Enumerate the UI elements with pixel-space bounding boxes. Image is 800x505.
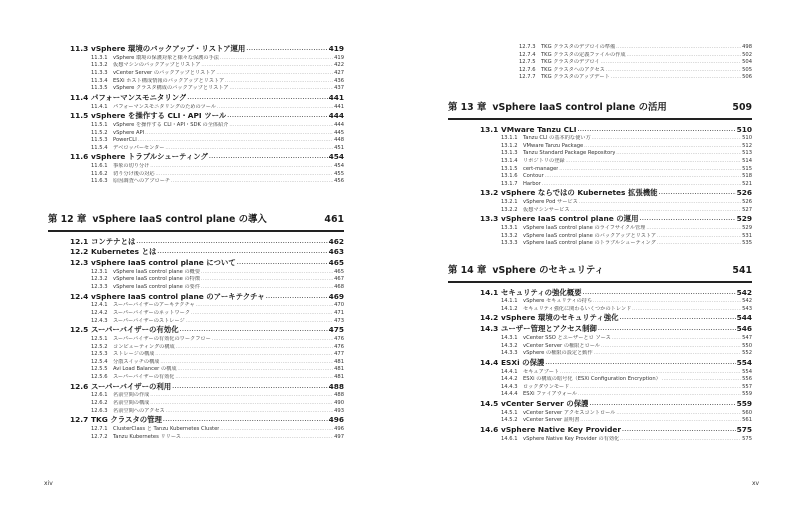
entry-number: 11.5 <box>70 111 89 121</box>
entry-number: 13.3.3 <box>501 240 518 247</box>
entry-title: 事象の切り分け <box>113 163 150 170</box>
chapter-14-entries <box>480 288 752 444</box>
entry-title: PowerCLI <box>113 137 137 144</box>
entry-page: 456 <box>334 178 344 185</box>
entry-number: 12.7.7 <box>519 74 536 81</box>
entry-title: 分散スイッチの構成 <box>113 358 160 365</box>
entry-page: 559 <box>736 399 752 409</box>
entry-number: 12.6.1 <box>91 392 108 399</box>
entry-title: コンピューティングの構成 <box>113 343 175 350</box>
toc-subsection-entry[interactable] <box>70 178 344 186</box>
entry-title: vCenter SSO とユーザーとロ ソース <box>523 335 611 342</box>
entry-title: ストレージの構成 <box>113 351 155 358</box>
entry-title: コンテナとは <box>91 236 136 246</box>
entry-number: 12.5.2 <box>91 343 108 350</box>
entry-number: 11.3.3 <box>91 69 108 76</box>
entry-title: vSphere IaaS control plane のバックアップとリストア <box>523 232 657 239</box>
entry-title: TKG クラスタのデプロイ <box>541 59 600 66</box>
entry-title: vSphere IaaS control plane の運用 <box>501 214 639 224</box>
entry-title: vSphere を操作する CLI・API・SDK の全体紹介 <box>113 121 229 128</box>
chapter-page: 541 <box>732 265 752 276</box>
entry-page: 419 <box>334 54 344 61</box>
entry-page: 527 <box>742 206 752 213</box>
entry-title: vSphere Pod サービス <box>523 199 578 206</box>
entry-page: 477 <box>334 351 344 358</box>
entry-title: セキュリティの強化概要 <box>501 287 582 297</box>
entry-title: TKG クラスタのアップデート <box>541 74 610 81</box>
entry-page: 471 <box>334 310 344 317</box>
entry-number: 13.3.2 <box>501 232 518 239</box>
entry-number: 14.6.1 <box>501 435 518 442</box>
entry-number: 11.5.1 <box>91 121 108 128</box>
entry-page: 496 <box>334 425 344 432</box>
entry-title: スーパーバイザーの有効化 <box>91 325 179 335</box>
entry-page: 542 <box>742 298 752 305</box>
entry-number: 14.4.4 <box>501 391 518 398</box>
entry-title: 名前空間の構成 <box>113 400 150 406</box>
entry-page: 470 <box>334 302 344 309</box>
entry-title: vCenter Server 証明書 <box>523 417 580 424</box>
entry-number: 13.1.2 <box>501 142 518 149</box>
entry-page: 504 <box>742 59 752 66</box>
entry-number: 12.5.3 <box>91 351 108 358</box>
entry-title: 仮想マシンのバックアップとリストア <box>113 62 201 69</box>
entry-page: 560 <box>742 409 752 416</box>
entry-page: 481 <box>334 374 344 381</box>
entry-title: ESXi ホスト構成情報のバックアップとリストア <box>113 77 225 84</box>
entry-title: セキュリティ強化に関わるいくつかのトレンド <box>523 305 632 312</box>
entry-number: 12.7.4 <box>519 51 536 58</box>
entry-page: 512 <box>742 142 752 149</box>
chapter-rule <box>448 281 752 283</box>
entry-title: vSphere 環境のバックアップ・リストア運用 <box>91 44 246 53</box>
entry-page: 575 <box>742 435 752 442</box>
entry-page: 451 <box>334 144 344 151</box>
entry-page: 547 <box>742 335 752 342</box>
entry-title: vSphere IaaS control plane について <box>91 258 236 268</box>
entry-page: 529 <box>736 214 752 224</box>
entry-page: 465 <box>334 268 344 275</box>
entry-title: スーパーバイザーの利用 <box>91 381 172 391</box>
entry-title: Kubernetes とは <box>91 247 157 257</box>
entry-title: パフォーマンスモニタリング <box>91 92 187 102</box>
entry-title: Avi Load Balancer の構成 <box>113 366 177 373</box>
entry-page: 546 <box>736 324 752 334</box>
entry-number: 12.5.6 <box>91 374 108 381</box>
entry-title: リポジトリの登録 <box>523 158 565 165</box>
entry-number: 13.2.1 <box>501 199 518 206</box>
entry-number: 13.3 <box>480 214 499 224</box>
entry-page: 488 <box>334 392 344 399</box>
entry-title: ESXi の保護 <box>501 357 545 367</box>
entry-number: 11.5.2 <box>91 129 108 136</box>
entry-number: 11.3.2 <box>91 62 108 69</box>
toc-subsection-entry[interactable] <box>480 240 752 248</box>
entry-title: vCenter Server アクセスコントロール <box>523 409 616 416</box>
entry-title: vSphere IaaS control plane の特徴 <box>113 276 201 283</box>
entry-title: ESXi ファイアウォール <box>523 391 578 398</box>
chapter-number: 第 12 章 <box>48 214 87 225</box>
entry-page: 514 <box>742 158 752 165</box>
entry-page: 498 <box>742 44 752 50</box>
entry-page: 454 <box>334 163 344 170</box>
entry-page: 444 <box>328 111 344 121</box>
entry-number: 12.7.2 <box>91 433 108 440</box>
entry-title: 名前空間へのアクセス <box>113 407 165 414</box>
entry-number: 11.4 <box>70 92 89 102</box>
chapter-rule <box>48 230 344 232</box>
entry-number: 12.3 <box>70 258 89 268</box>
entry-title: ClusterClass と Tanzu Kubernetes Cluster <box>113 425 220 432</box>
entry-title: vSphere IaaS control plane の概要 <box>113 268 201 275</box>
leader-dots <box>171 177 333 186</box>
entry-page: 422 <box>334 62 344 69</box>
entry-number: 14.2 <box>480 313 499 323</box>
entry-title: vSphere IaaS control plane のアーキテクチャ <box>91 291 265 301</box>
chapter-page: 461 <box>324 214 344 225</box>
right-top-entries <box>498 44 752 82</box>
leader-dots <box>182 433 333 442</box>
chapter-page: 509 <box>732 102 752 113</box>
entry-number: 12.7 <box>70 415 89 425</box>
entry-title: vSphere IaaS control plane の要件 <box>113 284 201 291</box>
entry-number: 13.2 <box>480 188 499 198</box>
entry-page: 513 <box>742 150 752 157</box>
entry-title: vCenter Server のバックアップとリストア <box>113 69 216 76</box>
entry-number: 12.5.4 <box>91 358 108 365</box>
entry-page: 510 <box>742 135 752 142</box>
entry-page: 544 <box>736 313 752 323</box>
chapter-12-entries <box>70 237 344 442</box>
entry-page: 510 <box>736 124 752 134</box>
entry-title: vSphere セキュリティの持ち <box>523 298 593 305</box>
entry-page: 535 <box>742 240 752 247</box>
chapter-number: 第 14 章 <box>448 265 487 276</box>
entry-title: TKG クラスタの定義ファイルの作成 <box>541 51 626 58</box>
entry-page: 463 <box>328 247 344 257</box>
entry-page: 557 <box>742 383 752 390</box>
entry-title: スーパーバイザーのストレージ <box>113 317 185 324</box>
entry-page: 502 <box>742 51 752 58</box>
entry-title: スーパーバイザーのアーキテクチャ <box>113 302 195 309</box>
entry-page: 518 <box>742 173 752 180</box>
entry-title: vSphere を操作する CLI・API ツール <box>91 111 227 121</box>
entry-title: Tanzu CLI の基本的な使い方 <box>523 135 591 142</box>
entry-page: 437 <box>334 85 344 92</box>
entry-number: 14.3.3 <box>501 350 518 357</box>
entry-page: 496 <box>328 415 344 425</box>
entry-title: vSphere Native Key Provider <box>501 425 622 435</box>
entry-number: 14.3.2 <box>501 342 518 349</box>
entry-page: 441 <box>328 92 344 102</box>
entry-number: 12.7.6 <box>519 66 536 73</box>
entry-page: 561 <box>742 417 752 424</box>
entry-title: cert-manager <box>523 165 559 172</box>
entry-number: 13.2.2 <box>501 206 518 213</box>
entry-number: 13.1.6 <box>501 173 518 180</box>
entry-title: vSphere ならではの Kubernetes 拡張機能 <box>501 188 658 198</box>
entry-title: スーパーバイザーの有効化 <box>113 374 175 381</box>
entry-number: 14.3.1 <box>501 335 518 342</box>
entry-page: 529 <box>742 225 752 232</box>
entry-page: 467 <box>334 276 344 283</box>
entry-page: 490 <box>334 400 344 406</box>
entry-page: 441 <box>334 103 344 110</box>
entry-number: 11.6 <box>70 152 89 162</box>
entry-number: 13.1.4 <box>501 158 518 165</box>
entry-number: 14.1.1 <box>501 298 518 305</box>
entry-title: vSphere の権限の設定と動作 <box>523 350 593 357</box>
entry-page: 454 <box>328 152 344 162</box>
entry-number: 12.5 <box>70 325 89 335</box>
entry-page: 419 <box>328 44 344 53</box>
entry-number: 11.6.2 <box>91 170 108 177</box>
entry-page: 476 <box>334 343 344 350</box>
chapter-title: vSphere のセキュリティ <box>492 265 604 276</box>
entry-number: 12.7.1 <box>91 425 108 432</box>
chapter-12-block <box>48 212 344 441</box>
entry-page: 505 <box>742 66 752 73</box>
entry-page: 526 <box>742 199 752 206</box>
leader-dots <box>657 239 741 248</box>
entry-number: 11.6.3 <box>91 178 108 185</box>
entry-number: 12.6 <box>70 381 89 391</box>
entry-number: 14.3 <box>480 324 499 334</box>
entry-number: 13.1 <box>480 124 499 134</box>
chapter-13-entries <box>480 125 752 249</box>
entry-number: 12.5.1 <box>91 336 108 343</box>
entry-title: vSphere API <box>113 129 145 136</box>
toc-subsection-entry[interactable] <box>498 74 752 82</box>
entry-title: vSphere トラブルシューティング <box>91 152 208 162</box>
chapter-title: vSphere IaaS control plane の導入 <box>92 214 267 225</box>
entry-number: 13.1.5 <box>501 165 518 172</box>
entry-page: 543 <box>742 305 752 312</box>
entry-title: vSphere IaaS control plane のライフサイクル管理 <box>523 225 646 232</box>
entry-number: 12.6.2 <box>91 400 108 406</box>
entry-number: 11.3.5 <box>91 85 108 92</box>
entry-title: vSphere IaaS control plane のトラブルシューティング <box>523 240 656 247</box>
entry-number: 12.7.3 <box>519 44 536 50</box>
entry-title: 名前空間の作成 <box>113 392 150 399</box>
entry-number: 11.3.1 <box>91 54 108 61</box>
toc-subsection-entry[interactable] <box>480 436 752 444</box>
entry-title: VMware Tanzu Package <box>523 142 584 149</box>
entry-page: 475 <box>328 325 344 335</box>
entry-title: スーパーバイザーのネットワーク <box>113 310 191 317</box>
entry-page: 444 <box>334 121 344 128</box>
entry-title: Harbor <box>523 180 541 187</box>
entry-number: 14.6 <box>480 425 499 435</box>
chapter-title: vSphere IaaS control plane の活用 <box>492 102 667 113</box>
entry-number: 12.4.2 <box>91 310 108 317</box>
entry-title: ユーザー管理とアクセス制御 <box>501 324 597 334</box>
entry-number: 11.6.1 <box>91 163 108 170</box>
left-page-number: xiv <box>44 480 53 487</box>
entry-title: vSphere クラスタ構成のバックアップとリストア <box>113 85 229 92</box>
entry-title: ESXi の構成の暗号化（ESXi Configuration Encryption） <box>523 376 661 383</box>
right-page-number: xv <box>752 480 760 487</box>
entry-page: 488 <box>328 381 344 391</box>
entry-number: 12.3.3 <box>91 284 108 291</box>
entry-number: 11.3.4 <box>91 77 108 84</box>
entry-title: 仮想マシンサービス <box>523 206 570 213</box>
entry-page: 550 <box>742 342 752 349</box>
entry-title: TKG クラスタへのアクセス <box>541 66 605 73</box>
entry-title: TKG クラスタのデプロイの準備 <box>541 44 616 50</box>
entry-number: 12.4.1 <box>91 302 108 309</box>
entry-title: 原因調査へのアプローチ <box>113 178 171 185</box>
entry-title: スーパーバイザーの有効化のワークフロー <box>113 336 211 343</box>
entry-page: 542 <box>736 287 752 297</box>
chapter-heading <box>48 212 344 228</box>
entry-page: 465 <box>328 258 344 268</box>
entry-title: デベロッパーセンター <box>113 144 165 151</box>
entry-number: 11.4.1 <box>91 103 108 110</box>
entry-page: 473 <box>334 317 344 324</box>
entry-number: 14.5.1 <box>501 409 518 416</box>
entry-title: ロックダウンモード <box>523 383 570 390</box>
chapter-heading <box>448 100 752 116</box>
entry-number: 12.4 <box>70 291 89 301</box>
entry-title: vCenter Server の保護 <box>501 399 589 409</box>
entry-title: 切り分け後の対応 <box>113 170 155 177</box>
entry-number: 14.5 <box>480 399 499 409</box>
entry-page: 455 <box>334 170 344 177</box>
chapter-13-block <box>448 100 752 248</box>
entry-page: 493 <box>334 407 344 414</box>
entry-page: 436 <box>334 77 344 84</box>
entry-title: Contour <box>523 173 544 180</box>
entry-page: 515 <box>742 165 752 172</box>
entry-number: 12.5.5 <box>91 366 108 373</box>
entry-number: 12.3.2 <box>91 276 108 283</box>
entry-number: 13.3.1 <box>501 225 518 232</box>
chapter-rule <box>448 118 752 120</box>
entry-page: 481 <box>334 358 344 365</box>
entry-title: セキュアブート <box>523 368 560 375</box>
entry-number: 13.1.3 <box>501 150 518 157</box>
entry-number: 12.7.5 <box>519 59 536 66</box>
entry-page: 481 <box>334 366 344 373</box>
entry-page: 559 <box>742 391 752 398</box>
entry-number: 14.4.1 <box>501 368 518 375</box>
entry-number: 12.1 <box>70 236 89 246</box>
entry-page: 575 <box>736 425 752 435</box>
entry-page: 468 <box>334 284 344 291</box>
entry-page: 556 <box>742 376 752 383</box>
entry-number: 11.5.3 <box>91 137 108 144</box>
entry-number: 14.4.2 <box>501 376 518 383</box>
entry-number: 14.5.2 <box>501 417 518 424</box>
entry-title: vSphere Native Key Provider の有効化 <box>523 435 620 442</box>
entry-page: 476 <box>334 336 344 343</box>
entry-title: vSphere 環境のセキュリティ強化 <box>501 313 619 323</box>
left-top-entries <box>70 44 344 186</box>
entry-title: VMware Tanzu CLI <box>501 124 577 134</box>
entry-page: 462 <box>328 236 344 246</box>
entry-number: 11.5.4 <box>91 144 108 151</box>
entry-page: 448 <box>334 137 344 144</box>
entry-title: パフォーマンスモニタリングのためのツール <box>113 103 217 110</box>
entry-number: 12.4.3 <box>91 317 108 324</box>
entry-title: vCenter Server の権限とロール <box>523 342 601 349</box>
entry-page: 497 <box>334 433 344 440</box>
chapter-14-block <box>448 263 752 443</box>
entry-page: 554 <box>736 357 752 367</box>
entry-page: 521 <box>742 180 752 187</box>
entry-page: 506 <box>742 74 752 81</box>
entry-page: 427 <box>334 69 344 76</box>
entry-number: 14.4.3 <box>501 383 518 390</box>
entry-page: 552 <box>742 350 752 357</box>
entry-number: 14.1 <box>480 287 499 297</box>
entry-number: 13.1.1 <box>501 135 518 142</box>
entry-number: 12.6.3 <box>91 407 108 414</box>
leader-dots <box>620 435 741 444</box>
entry-page: 445 <box>334 129 344 136</box>
entry-title: vSphere 環境の保護対象と様々な保護の手法 <box>113 54 219 61</box>
entry-number: 13.1.7 <box>501 180 518 187</box>
entry-title: Tanzu Standard Package Repository <box>523 150 616 157</box>
entry-page: 469 <box>328 291 344 301</box>
entry-page: 554 <box>742 368 752 375</box>
chapter-number: 第 13 章 <box>448 102 487 113</box>
entry-title: Tanzu Kubernetes リリース <box>113 433 181 440</box>
entry-page: 526 <box>736 188 752 198</box>
chapter-heading <box>448 263 752 279</box>
toc-subsection-entry[interactable] <box>70 434 344 442</box>
entry-number: 12.3.1 <box>91 268 108 275</box>
leader-dots <box>611 73 741 82</box>
entry-number: 14.4 <box>480 357 499 367</box>
entry-number: 11.3 <box>70 44 89 53</box>
entry-number: 14.1.2 <box>501 305 518 312</box>
entry-title: TKG クラスタの管理 <box>91 415 162 425</box>
entry-page: 531 <box>742 232 752 239</box>
entry-number: 12.2 <box>70 247 89 257</box>
